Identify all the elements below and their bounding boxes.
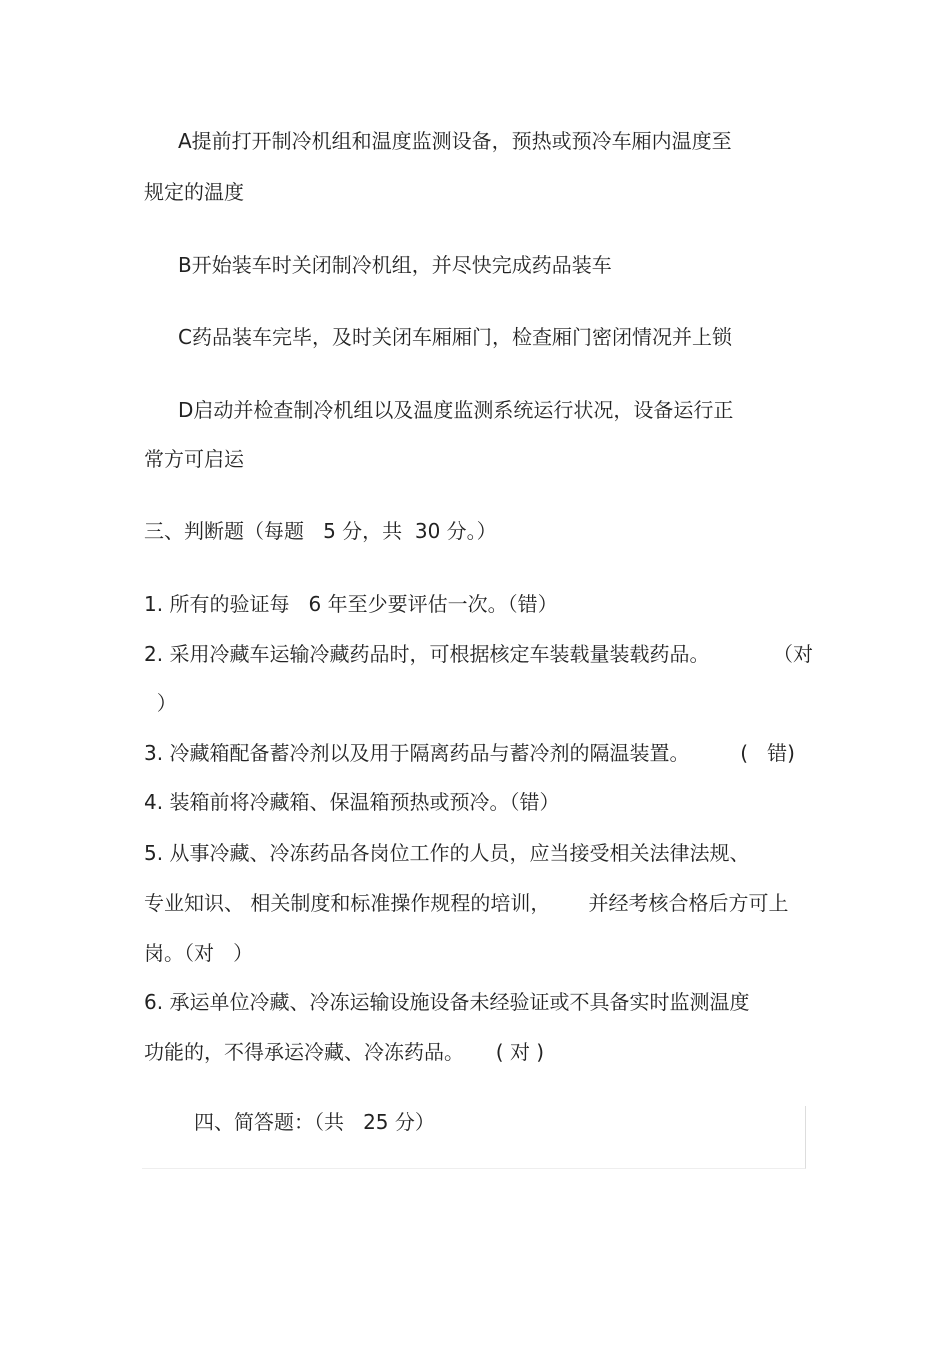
- section-short-answer: [142, 1106, 806, 1169]
- tf-item-6-line-1: 6. 承运单位冷藏、冷冻运输设施设备未经验证或不具备实时监测温度: [144, 990, 750, 1014]
- tf-item-3-line-1: 3. 冷藏箱配备蓄冷剂以及用于隔离药品与蓄冷剂的隔温装置。 ( 错): [144, 741, 795, 765]
- tf-item-5-line-2: 专业知识、 相关制度和标准操作规程的培训， 并经考核合格后方可上: [144, 891, 789, 915]
- section-heading-short-answer: 四、简答题：（共 25 分）: [194, 1110, 435, 1134]
- tf-item-2-line-2: ）: [144, 691, 177, 715]
- tf-item-6-line-2: 功能的，不得承运冷藏、冷冻药品。 ( 对 ): [144, 1040, 545, 1064]
- section-heading-true-false: 三、判断题（每题 5 分，共 30 分。）: [144, 519, 497, 543]
- tf-item-2-line-1: 2. 采用冷藏车运输冷藏药品时，可根据核定车装载量装载药品。 （对: [144, 642, 814, 666]
- option-d-line-2: 常方可启运: [144, 447, 244, 471]
- option-d-line-1: D启动并检查制冷机组以及温度监测系统运行状况，设备运行正: [178, 398, 734, 422]
- option-c: C药品装车完毕，及时关闭车厢厢门，检查厢门密闭情况并上锁: [178, 325, 732, 349]
- option-a-line-2: 规定的温度: [144, 180, 244, 204]
- tf-item-1-line-1: 1. 所有的验证每 6 年至少要评估一次。（错）: [144, 592, 558, 616]
- option-a-line-1: A提前打开制冷机组和温度监测设备，预热或预冷车厢内温度至: [178, 129, 732, 153]
- tf-item-5-line-1: 5. 从事冷藏、冷冻药品各岗位工作的人员，应当接受相关法律法规、: [144, 841, 750, 865]
- option-b: B开始装车时关闭制冷机组，并尽快完成药品装车: [178, 253, 612, 277]
- tf-item-4-line-1: 4. 装箱前将冷藏箱、保温箱预热或预冷。（错）: [144, 790, 560, 814]
- tf-item-5-line-3: 岗。（对 ）: [144, 941, 254, 965]
